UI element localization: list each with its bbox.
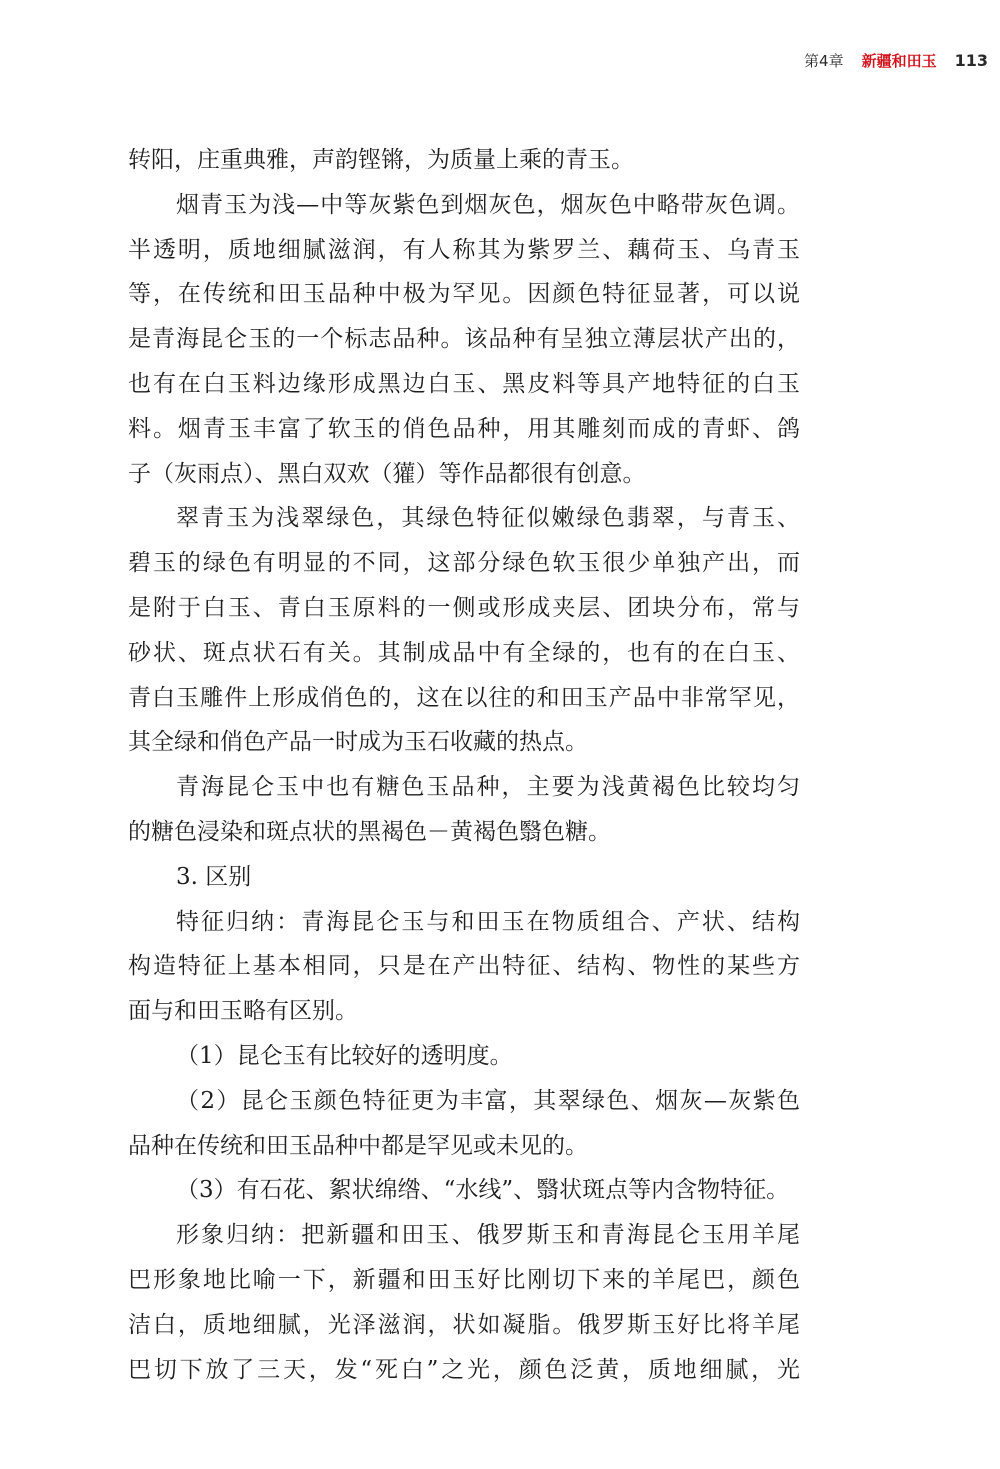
text-line: 青海昆仑玉中也有糖色玉品种，主要为浅黄褐色比较均匀 bbox=[176, 774, 800, 801]
running-header bbox=[804, 48, 988, 72]
text-line: 子（灰雨点）、黑白双欢（獾）等作品都很有创意。 bbox=[128, 460, 646, 487]
text-line: 构造特征上基本相同，只是在产出特征、结构、物性的某些方 bbox=[128, 953, 800, 980]
text-line: 3. 区别 bbox=[176, 863, 252, 890]
text-line: （2）昆仑玉颜色特征更为丰富，其翠绿色、烟灰—灰紫色 bbox=[176, 1087, 800, 1114]
chapter-label: 第4章 bbox=[804, 51, 844, 70]
text-line: 烟青玉为浅—中等灰紫色到烟灰色，烟灰色中略带灰色调。 bbox=[176, 191, 800, 218]
text-line: 形象归纳：把新疆和田玉、俄罗斯玉和青海昆仑玉用羊尾 bbox=[176, 1222, 800, 1249]
text-line: 的糖色浸染和斑点状的黑褐色－黄褐色翳色糖。 bbox=[128, 818, 611, 845]
text-line: 面与和田玉略有区别。 bbox=[128, 998, 358, 1025]
text-line: 半透明，质地细腻滋润，有人称其为紫罗兰、藕荷玉、乌青玉 bbox=[128, 236, 800, 263]
text-line: 也有在白玉料边缘形成黑边白玉、黑皮料等具产地特征的白玉 bbox=[128, 370, 800, 397]
text-line: 青白玉雕件上形成俏色的，这在以往的和田玉产品中非常罕见， bbox=[128, 684, 800, 711]
text-line: 翠青玉为浅翠绿色，其绿色特征似嫩绿色翡翠，与青玉、 bbox=[176, 505, 800, 532]
text-line: 转阳，庄重典雅，声韵铿锵，为质量上乘的青玉。 bbox=[128, 147, 634, 173]
text-line: 特征归纳：青海昆仑玉与和田玉在物质组合、产状、结构 bbox=[176, 908, 800, 935]
text-line: 巴切下放了三天，发“死白”之光，颜色泛黄，质地细腻，光 bbox=[128, 1356, 800, 1383]
page-number: 113 bbox=[954, 50, 988, 70]
text-line: 洁白，质地细腻，光泽滋润，状如凝脂。俄罗斯玉好比将羊尾 bbox=[128, 1311, 800, 1338]
text-line: 碧玉的绿色有明显的不同，这部分绿色软玉很少单独产出，而 bbox=[128, 550, 800, 577]
text-line: 巴形象地比喻一下，新疆和田玉好比刚切下来的羊尾巴，颜色 bbox=[128, 1266, 800, 1293]
chapter-title: 新疆和田玉 bbox=[861, 51, 937, 70]
text-line: （3）有石花、絮状绵绺、“水线”、翳状斑点等内含物特征。 bbox=[176, 1177, 790, 1204]
text-line: 料。烟青玉丰富了软玉的俏色品种，用其雕刻而成的青虾、鸽 bbox=[128, 415, 800, 442]
text-line: 等，在传统和田玉品种中极为罕见。因颜色特征显著，可以说 bbox=[128, 281, 800, 308]
text-line: 是青海昆仑玉的一个标志品种。该品种有呈独立薄层状产出的， bbox=[128, 326, 800, 353]
body-text bbox=[128, 138, 800, 1392]
text-line: （1）昆仑玉有比较好的透明度。 bbox=[176, 1042, 513, 1069]
text-line: 品种在传统和田玉品种中都是罕见或未见的。 bbox=[128, 1132, 588, 1159]
text-line: 是附于白玉、青白玉原料的一侧或形成夹层、团块分布，常与 bbox=[128, 594, 800, 621]
text-line: 其全绿和俏色产品一时成为玉石收藏的热点。 bbox=[128, 729, 588, 756]
text-line: 砂状、斑点状石有关。其制成品中有全绿的，也有的在白玉、 bbox=[128, 639, 800, 666]
